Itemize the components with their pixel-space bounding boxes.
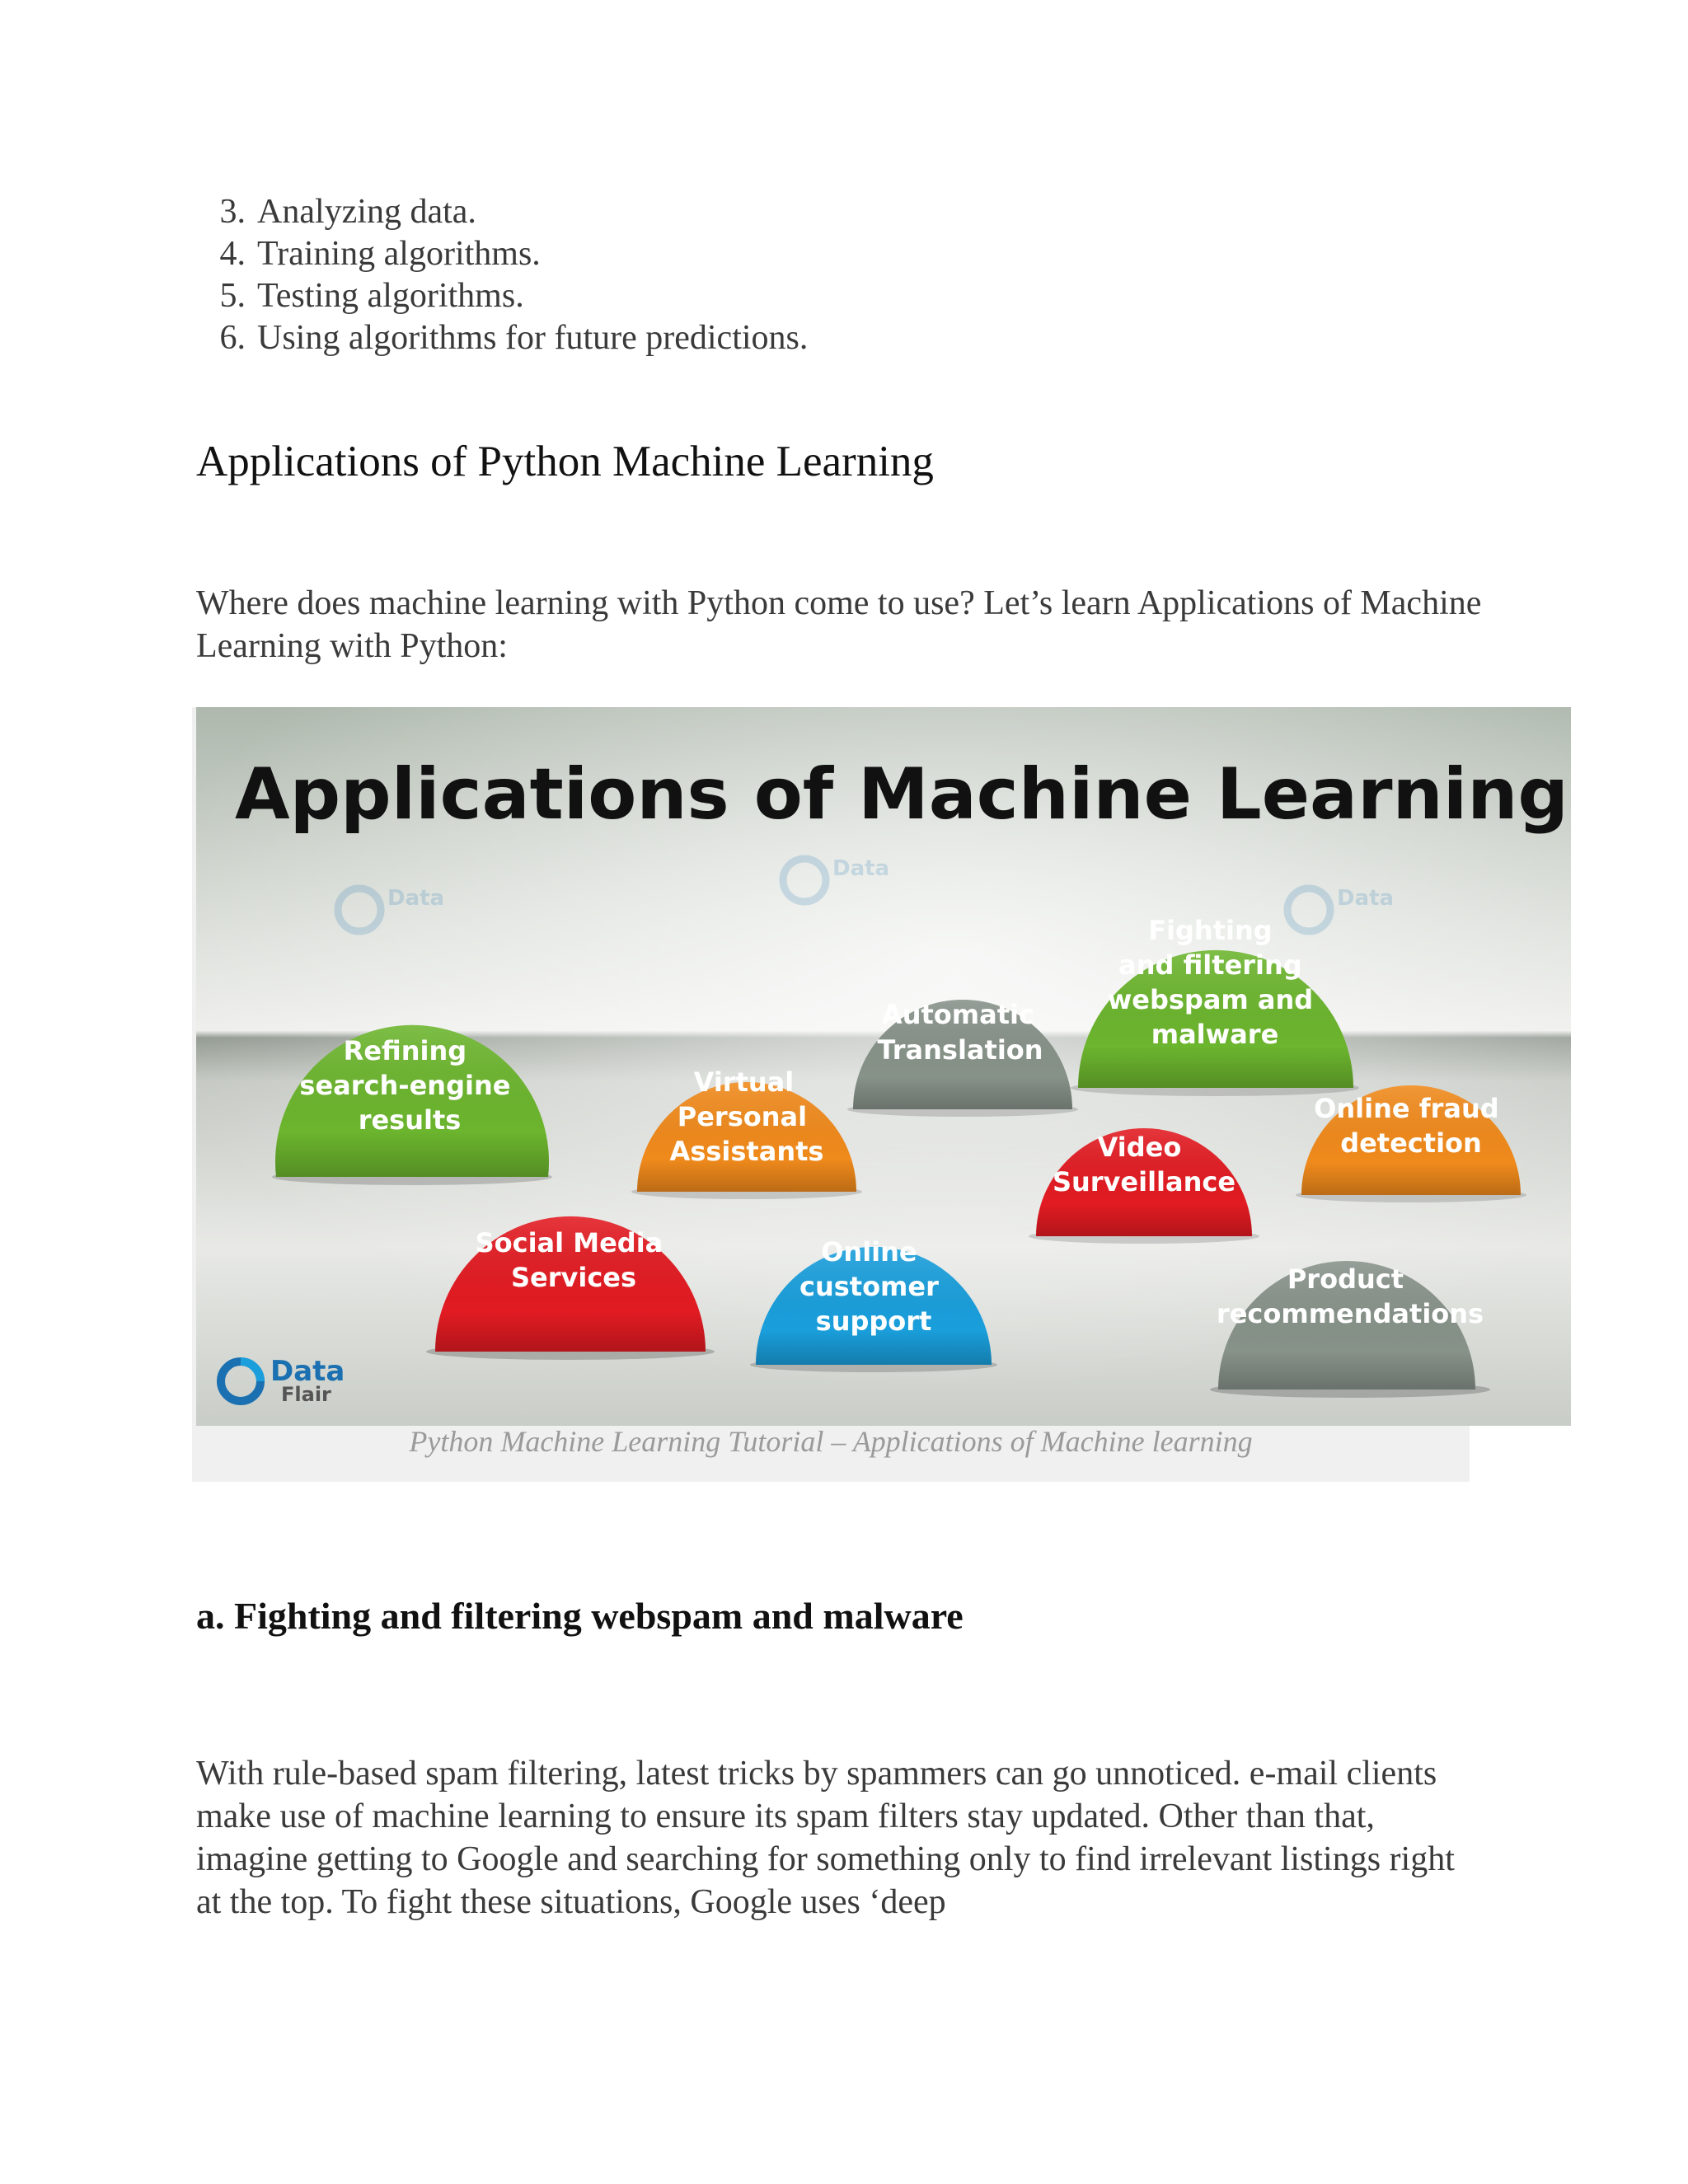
subsection-heading: a. Fighting and filtering webspam and malware <box>196 1595 964 1637</box>
bubble-label: Social Media <box>475 1227 663 1258</box>
list-item: 3. Analyzing data. <box>219 193 476 231</box>
bubble-label: results <box>358 1104 462 1136</box>
svg-text:Online customer su <box>799 1236 948 1337</box>
applications-infographic <box>196 707 1571 1426</box>
list-item: 6. Using algorithms for future predictions. <box>219 319 809 357</box>
bubble-label: and filtering <box>1118 949 1302 981</box>
bubble-label: recommendations <box>1216 1298 1484 1329</box>
bubble-label: support <box>815 1305 932 1337</box>
bubble-label: webspam and <box>1107 984 1314 1015</box>
bubble-label: Translation <box>877 1034 1043 1066</box>
svg-text:Data: Data <box>387 886 445 911</box>
section-heading: Applications of Python Machine Learning <box>196 438 934 485</box>
logo-text-primary: Data <box>270 1355 345 1388</box>
bubble-label: malware <box>1151 1019 1279 1050</box>
bubble-label: Online <box>821 1236 917 1268</box>
bubble-label: Online fraud <box>1314 1093 1499 1124</box>
bubble-label: Surveillance <box>1052 1166 1236 1197</box>
steps-list <box>206 191 808 359</box>
bubble-label: Video <box>1097 1132 1182 1163</box>
bubble-label: customer <box>799 1271 939 1302</box>
bubble-label: detection <box>1340 1127 1482 1159</box>
bubble-label: Automatic <box>881 999 1034 1030</box>
bubble-label: Product <box>1287 1263 1404 1295</box>
bubble-label: search-engine <box>299 1070 511 1101</box>
bubble-label: Services <box>510 1262 637 1293</box>
intro-paragraph: Where does machine learning with Python come to use? Let’s learn Applications of Machine Learning with Python: <box>196 584 1482 665</box>
bubble-label: Virtual <box>693 1066 795 1098</box>
list-item: 4. Training algorithms. <box>219 235 541 273</box>
bubble-label: Assistants <box>669 1136 824 1167</box>
bubble-online-fraud-detection <box>1296 1085 1526 1202</box>
bubble-label: Fighting <box>1148 915 1273 946</box>
svg-text:Data: Data <box>1337 886 1395 911</box>
bubble-label: Refining <box>343 1035 467 1066</box>
figure-caption: Python Machine Learning Tutorial – Applications of Machine learning <box>409 1425 1253 1458</box>
bubble-automatic-translation <box>847 999 1078 1117</box>
body-paragraph: With rule-based spam filtering, latest tricks by spammers can go unnoticed. e-mail clients make use of machine learning to ensure its spam filters stay updated. Other than that, imagine getting to Google and searching for something only to find irrelevant listings right at the top. To fight these situations, Google uses ‘deep <box>196 1755 1455 1921</box>
list-item: 5. Testing algorithms. <box>219 277 524 315</box>
logo-text-secondary: Flair <box>281 1383 331 1406</box>
infographic-title: Applications of Machine Learning <box>235 753 1568 836</box>
bubble-label: Personal <box>677 1101 808 1132</box>
svg-text:Data: Data <box>832 856 890 881</box>
